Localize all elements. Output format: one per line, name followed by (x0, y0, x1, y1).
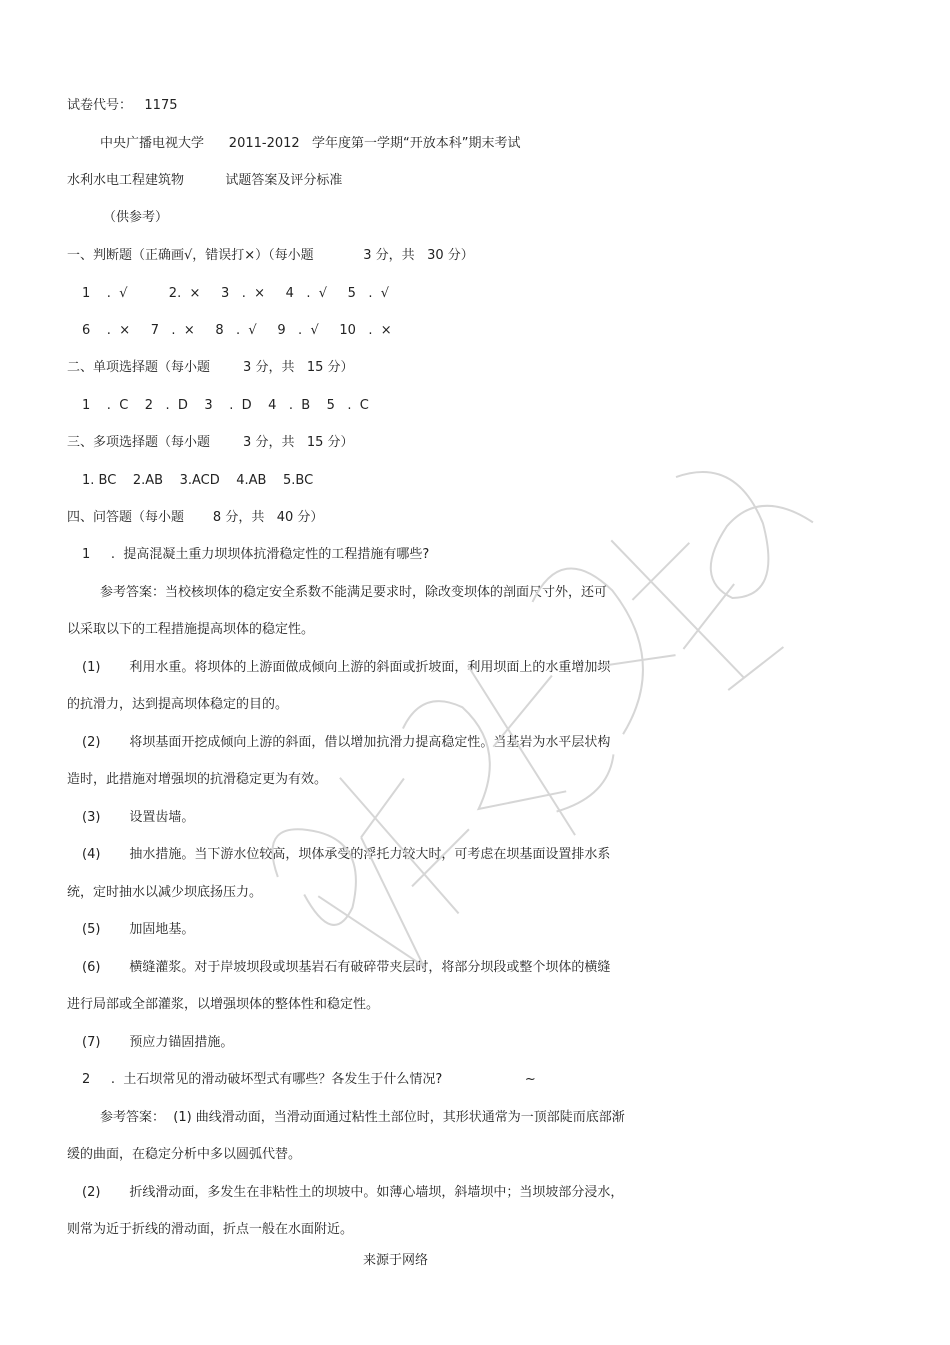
answer1-point2-line1: (2) 将坝基面开挖成倾向上游的斜面，借以增加抗滑力提高稳定性。当基岩为水平层状构 (82, 735, 611, 750)
answer1-point4-line1: (4) 抽水措施。当下游水位较高，坝体承受的浮托力较大时，可考虑在坝基面设置排水系 (82, 847, 611, 862)
watermark-graphic (170, 380, 890, 980)
source-footer: 来源于网络 (363, 1253, 429, 1268)
paper-code: 试卷代号： 1175 (67, 98, 178, 113)
answer2-point2-line1: (2) 折线滑动面，多发生在非粘性土的坝坡中。如薄心墙坝，斜墙坝中；当坝坡部分浸水， (82, 1185, 624, 1200)
section3-answers-row1: 1. BC 2.AB 3.ACD 4.AB 5.BC (82, 473, 314, 488)
section2-title: 二、单项选择题（每小题 3 分，共 15 分） (67, 360, 354, 375)
question-1: 1 . 提高混凝土重力坝坝体抗滑稳定性的工程措施有哪些? (82, 547, 430, 562)
course-line: 水利水电工程建筑物 试题答案及评分标准 (67, 173, 343, 188)
answer2-point1-line1: 参考答案： (1) 曲线滑动面，当滑动面通过粘性土部位时，其形状通常为一顶部陡而底部渐 (100, 1110, 625, 1125)
question-2: 2 . 土石坝常见的滑动破坏型式有哪些？各发生于什么情况? ~ (82, 1072, 536, 1087)
answer1-point6-line2: 进行局部或全部灌浆，以增强坝体的整体性和稳定性。 (67, 997, 380, 1012)
section1-answers-row1: 1 . √ 2. × 3 . × 4 . √ 5 . √ (82, 286, 390, 301)
section1-title: 一、判断题（正确画√，错误打×）（每小题 3 分，共 30 分） (67, 248, 474, 263)
answer1-point6-line1: (6) 横缝灌浆。对于岸坡坝段或坝基岩石有破碎带夹层时，将部分坝段或整个坝体的横缝 (82, 960, 611, 975)
answer1-intro-line2: 以采取以下的工程措施提高坝体的稳定性。 (67, 622, 315, 637)
answer1-point5: (5) 加固地基。 (82, 922, 195, 937)
answer1-point4-line2: 统，定时抽水以减少坝底扬压力。 (67, 885, 263, 900)
section2-answers-row1: 1 . C 2 . D 3 . D 4 . B 5 . C (82, 398, 369, 413)
section4-title: 四、问答题（每小题 8 分，共 40 分） (67, 510, 324, 525)
answer1-point1-line2: 的抗滑力，达到提高坝体稳定的目的。 (67, 697, 289, 712)
answer2-point1-line2: 缓的曲面，在稳定分析中多以圆弧代替。 (67, 1147, 302, 1162)
section3-title: 三、多项选择题（每小题 3 分，共 15 分） (67, 435, 354, 450)
answer1-point1-line1: (1) 利用水重。将坝体的上游面做成倾向上游的斜面或折坡面，利用坝面上的水重增加坝 (82, 660, 611, 675)
university-line: 中央广播电视大学 2011-2012 学年度第一学期“开放本科”期末考试 (100, 136, 521, 151)
for-reference: （供参考） (103, 210, 169, 225)
answer1-point2-line2: 造时，此措施对增强坝的抗滑稳定更为有效。 (67, 772, 328, 787)
section1-answers-row2: 6 . × 7 . × 8 . √ 9 . √ 10 . × (82, 323, 392, 338)
answer1-point3: (3) 设置齿墙。 (82, 810, 195, 825)
answer2-point2-line2: 则常为近于折线的滑动面，折点一般在水面附近。 (67, 1222, 354, 1237)
answer1-point7: (7) 预应力锚固措施。 (82, 1035, 234, 1050)
answer1-intro-line1: 参考答案：当校核坝体的稳定安全系数不能满足要求时，除改变坝体的剖面尺寸外，还可 (100, 585, 608, 600)
